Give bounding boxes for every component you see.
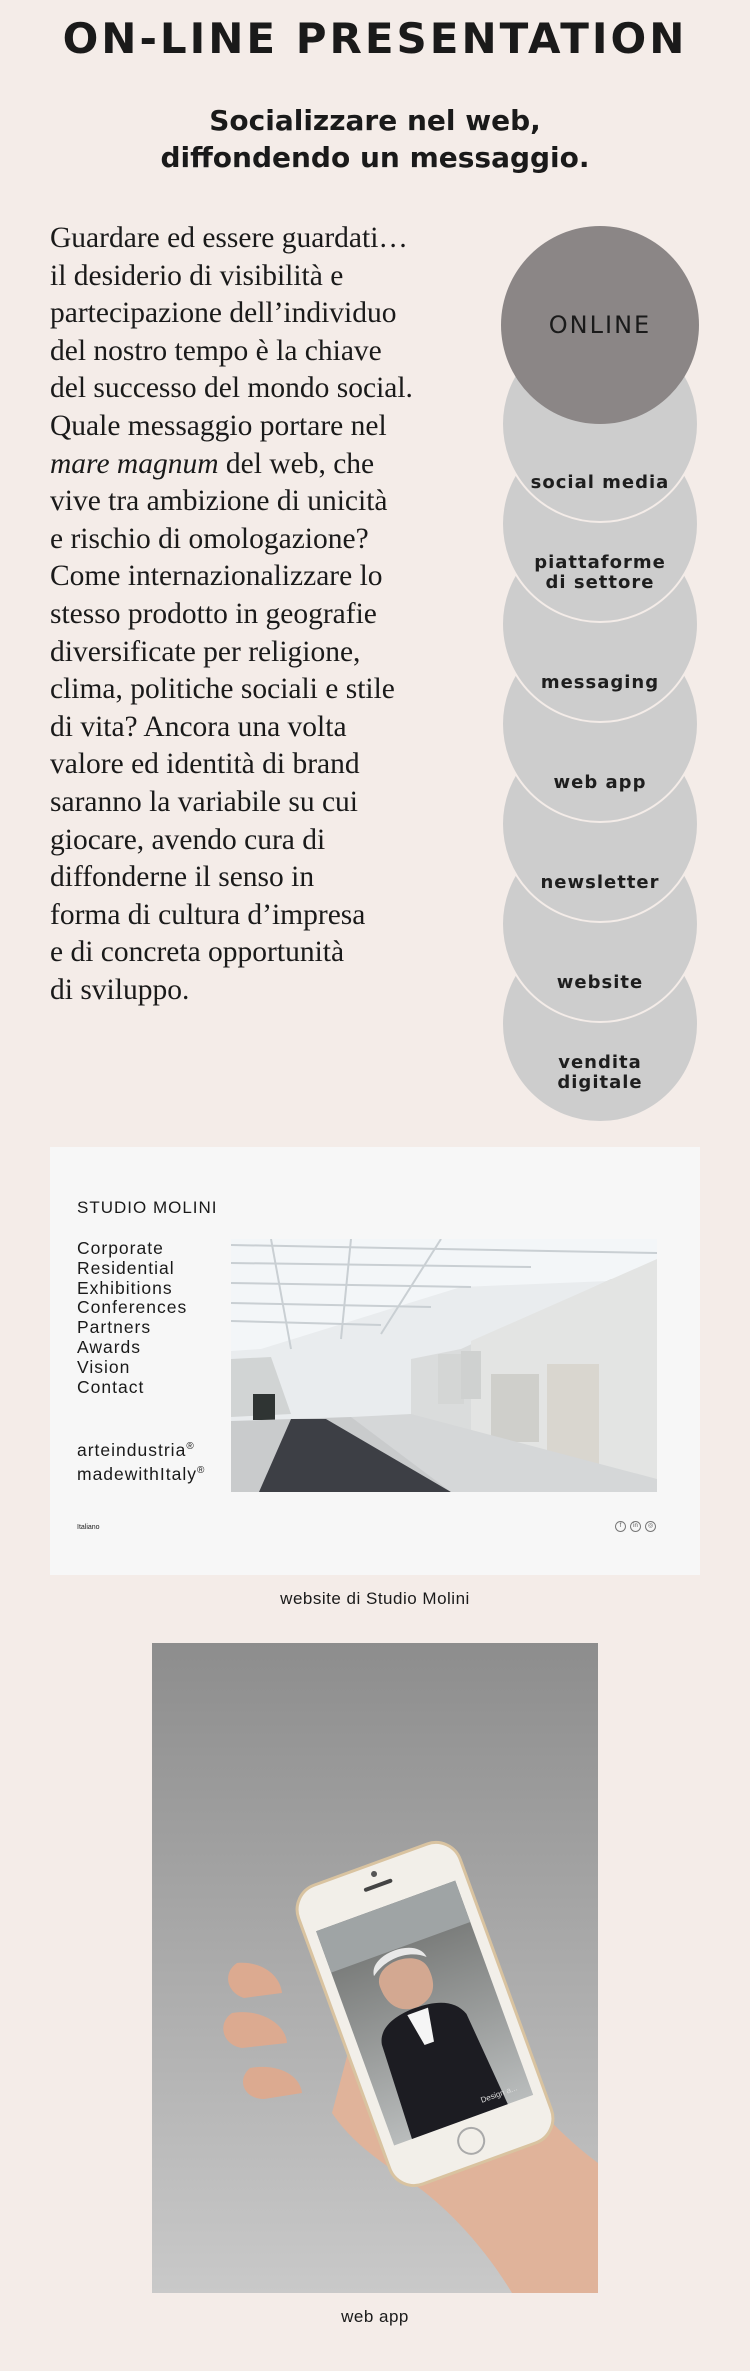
phone-in-hand-image [152, 1643, 598, 2293]
site-nav-item: Exhibitions [77, 1277, 173, 1298]
body-line: partecipazione dell’individuo [50, 297, 397, 330]
body-line: forma di cultura d’impresa [50, 898, 366, 931]
body-line [50, 446, 480, 484]
site-brand: STUDIO MOLINI [77, 1198, 218, 1217]
circle-label-line: vendita [558, 1052, 642, 1073]
social-icon: in [630, 1521, 641, 1532]
circle-label [541, 673, 659, 693]
website-caption: website di Studio Molini [280, 1589, 470, 1608]
body-line: clima, politiche sociali e stile [50, 673, 395, 706]
body-line: vive tra ambizione di unicità [50, 485, 388, 518]
circle-label [540, 873, 659, 893]
circle-label-line: di settore [545, 572, 655, 593]
circle-label: ONLINE [548, 311, 652, 339]
site-social-icons [615, 1521, 656, 1532]
circle-label [531, 473, 670, 493]
body-line: di vita? Ancora una volta [50, 710, 347, 743]
site-nav-item: Conferences [77, 1297, 188, 1318]
site-link [77, 1461, 205, 1485]
page-subtitle [0, 102, 750, 176]
registered-mark: ® [186, 1441, 195, 1452]
webapp-caption: web app [341, 2307, 409, 2326]
registered-mark: ® [197, 1464, 206, 1476]
circle-label [534, 553, 666, 593]
social-icon: f [615, 1521, 626, 1532]
circle-label-line: social media [530, 472, 670, 493]
website-screenshot [50, 1147, 700, 1575]
circle-label-line: messaging [540, 672, 660, 693]
circle-label [557, 1053, 642, 1093]
site-nav-item: Vision [77, 1356, 131, 1377]
site-nav-item: Partners [77, 1317, 152, 1338]
site-links [77, 1437, 205, 1484]
phone-screen-text: Design a... [479, 2083, 519, 2105]
body-line: Quale messaggio portare nel [50, 409, 387, 442]
circle-label-line: website [556, 972, 644, 993]
body-line: valore ed identità di brand [50, 748, 360, 781]
site-language: Italiano [77, 1524, 100, 1531]
body-line: e rischio di omologazione? [50, 522, 369, 555]
body-line-text: del web, che [218, 447, 375, 480]
body-line: stesso prodotto in geografie [50, 597, 377, 630]
body-line: giocare, avendo cura di [50, 823, 326, 856]
circle-label-line: newsletter [540, 872, 660, 893]
circle-label [554, 773, 647, 793]
body-line: il desiderio di visibilità e [50, 259, 344, 292]
body-line: saranno la variabile su cui [50, 785, 358, 818]
body-line: diffonderne il senso in [50, 861, 315, 894]
body-line-italic: mare magnum [50, 447, 219, 480]
site-nav-item: Contact [77, 1376, 145, 1397]
circle-online [501, 226, 699, 424]
subtitle-line: Socializzare nel web, [209, 104, 541, 137]
body-line: Guardare ed essere guardati… [50, 222, 408, 254]
site-link-label: madewithItaly [77, 1463, 197, 1484]
body-line: di sviluppo. [50, 973, 190, 1006]
site-link [77, 1437, 205, 1461]
circle-label-line: web app [553, 772, 647, 793]
site-nav-item: Residential [77, 1257, 175, 1278]
body-line: e di concreta opportunità [50, 936, 345, 969]
body-line: del nostro tempo è la chiave [50, 334, 382, 367]
site-nav-item: Corporate [77, 1238, 164, 1258]
site-link-label: arteindustria [77, 1439, 187, 1460]
circle-label [557, 973, 643, 993]
site-nav [77, 1239, 187, 1397]
body-line: diversificate per religione, [50, 635, 361, 668]
subtitle-line: diffondendo un messaggio. [160, 141, 590, 174]
site-nav-item: Awards [77, 1336, 142, 1357]
intro-paragraph [50, 220, 480, 1009]
circle-label-line: piattaforme [534, 552, 666, 573]
social-icon: ◎ [645, 1521, 656, 1532]
body-line: del successo del mondo social. [50, 372, 413, 405]
webapp-photo [152, 1643, 598, 2293]
body-line: Come internazionalizzare lo [50, 560, 383, 593]
circle-label-line: digitale [557, 1072, 643, 1093]
gallery-hall-image [231, 1239, 657, 1492]
page-title: ON-LINE PRESENTATION [62, 14, 688, 63]
gallery-photo [231, 1239, 657, 1492]
